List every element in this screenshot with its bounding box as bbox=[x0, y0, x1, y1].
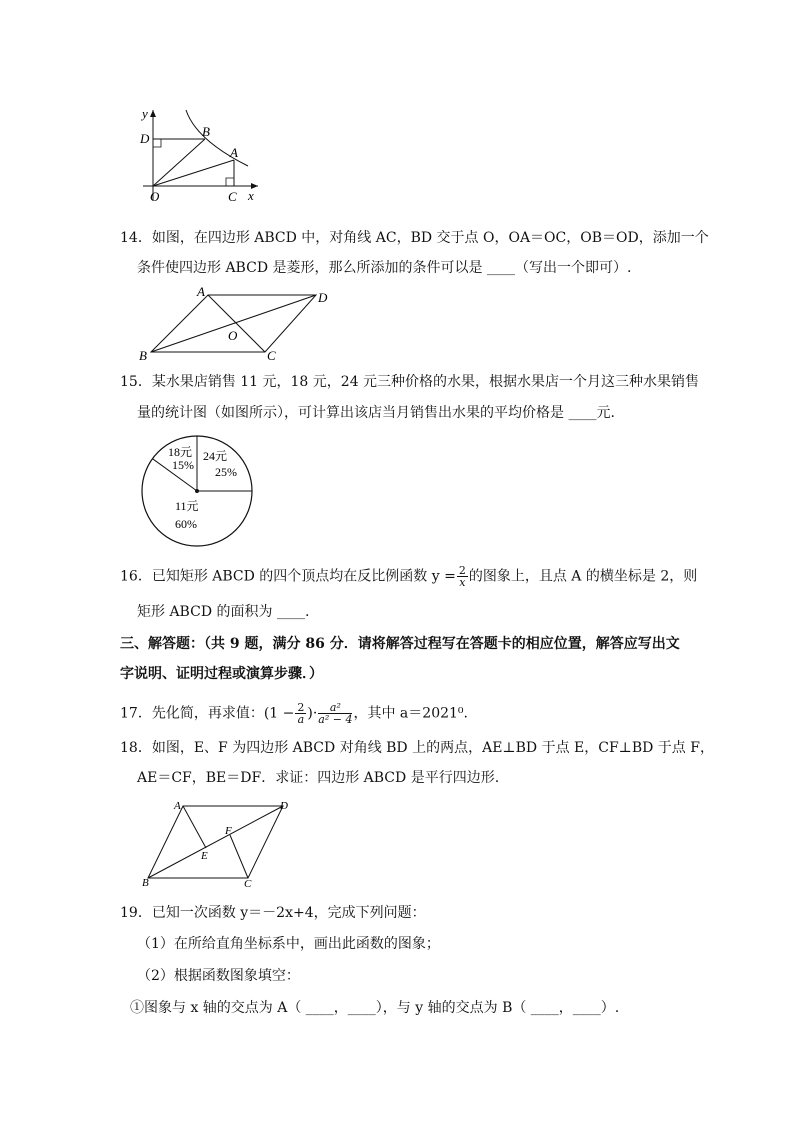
pie-percent-60: 60% bbox=[175, 517, 197, 531]
q17-suffix: ，其中 a＝2021⁰. bbox=[353, 705, 468, 722]
q16-line2: 矩形 ABCD 的面积为 ____. bbox=[137, 604, 310, 620]
q15-pie-chart bbox=[135, 432, 261, 552]
q14-figure bbox=[133, 283, 343, 365]
fig14-label-B: B bbox=[139, 348, 147, 363]
fig14-label-A: A bbox=[197, 284, 205, 299]
fig18-label-B: B bbox=[142, 877, 149, 889]
pie-label-24yuan: 24元 bbox=[203, 449, 228, 463]
q16-line1 bbox=[120, 565, 697, 588]
q17-line bbox=[120, 702, 468, 725]
q14-line1: 14．如图，在四边形 ABCD 中，对角线 AC，BD 交于点 O，OA＝OC，OB＝OD，添加一个 bbox=[120, 230, 709, 246]
q17-frac1-num: 2 bbox=[297, 701, 305, 714]
fig14-label-D: D bbox=[318, 290, 328, 305]
q17-frac2-num: a² bbox=[318, 702, 352, 714]
fig14-label-O: O bbox=[228, 328, 238, 343]
fig18-label-F: F bbox=[225, 825, 232, 837]
q17-frac2-den: a² − 4 bbox=[318, 713, 353, 726]
q15-line2: 量的统计图（如图所示），可计算出该店当月销售出水果的平均价格是 ____元. bbox=[137, 405, 615, 421]
fig13-label-x: x bbox=[248, 188, 254, 203]
q19-line3: （2）根据函数图象填空： bbox=[137, 968, 300, 984]
fig13-label-A: A bbox=[230, 145, 238, 160]
fig18-label-A: A bbox=[174, 800, 181, 812]
q17-fraction1 bbox=[295, 702, 306, 725]
q16-fraction bbox=[457, 565, 468, 588]
pie-percent-15: 15% bbox=[172, 458, 194, 472]
q17-frac1-den: a bbox=[297, 713, 305, 726]
fig18-label-C: C bbox=[244, 878, 252, 890]
q17-prefix: 17．先化简，再求值：(1 − bbox=[120, 705, 295, 722]
q16-frac-num: 2 bbox=[458, 564, 466, 577]
fig13-label-D: D bbox=[140, 131, 150, 146]
section3-line2: 字说明、证明过程或演算步骤．） bbox=[120, 666, 323, 682]
q19-line4: ①图象与 x 轴的交点为 A（ ____，____），与 y 轴的交点为 B（ ____，____）. bbox=[130, 1000, 620, 1016]
q16-text-a: 16．已知矩形 ABCD 的四个顶点均在反比例函数 y = bbox=[120, 568, 456, 585]
q13-figure bbox=[138, 100, 268, 210]
fig18-label-D: D bbox=[280, 800, 288, 812]
fig13-label-C: C bbox=[228, 189, 237, 204]
pie-percent-25: 25% bbox=[215, 465, 237, 479]
fig14-label-C: C bbox=[267, 348, 276, 363]
q15-line1: 15．某水果店销售 11 元，18 元，24 元三种价格的水果，根据水果店一个月这三种水果销售 bbox=[120, 374, 700, 390]
q18-line2: AE＝CF，BE＝DF．求证：四边形 ABCD 是平行四边形. bbox=[137, 770, 500, 786]
section3-line1: 三、解答题：（共 9 题，满分 86 分．请将解答过程写在答题卡的相应位置，解答应写出文 bbox=[120, 636, 680, 652]
q19-line1: 19．已知一次函数 y＝－2x+4，完成下列问题： bbox=[120, 905, 426, 921]
fig18-label-E: E bbox=[201, 850, 208, 862]
q18-line1: 18．如图，E、F 为四边形 ABCD 对角线 BD 上的两点，AE⊥BD 于点 E，CF⊥BD 于点 F， bbox=[120, 740, 714, 756]
q18-figure bbox=[138, 797, 298, 891]
q19-line2: （1）在所给直角坐标系中，画出此函数的图象； bbox=[137, 936, 440, 952]
fig13-label-O: O bbox=[150, 189, 160, 204]
fig13-label-y: y bbox=[142, 106, 148, 121]
q17-fraction2 bbox=[318, 702, 352, 725]
fig13-label-B: B bbox=[202, 124, 210, 139]
q16-text-b: 的图象上，且点 A 的横坐标是 2，则 bbox=[468, 568, 698, 585]
q16-frac-den: x bbox=[459, 576, 466, 589]
q14-line2: 条件使四边形 ABCD 是菱形，那么所添加的条件可以是 ____（写出一个即可）. bbox=[137, 260, 632, 276]
q17-mid: )· bbox=[307, 705, 318, 722]
pie-label-11yuan: 11元 bbox=[175, 499, 199, 513]
pie-label-18yuan: 18元 bbox=[168, 445, 193, 459]
